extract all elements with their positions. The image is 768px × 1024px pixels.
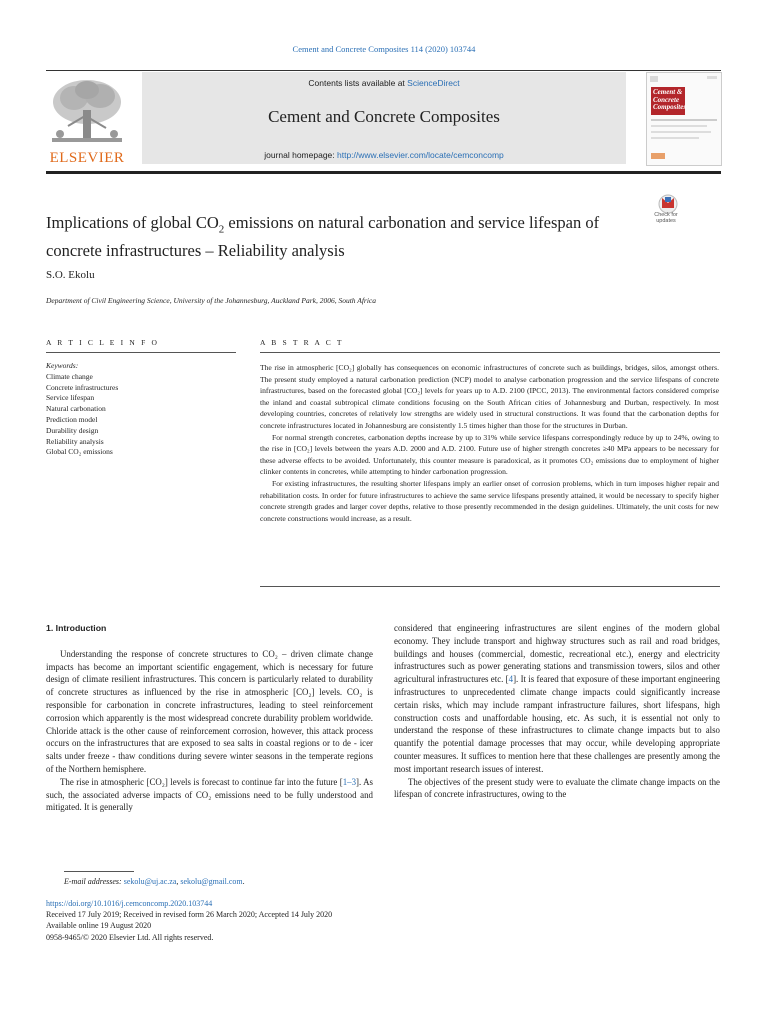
- keyword-item: Durability design: [46, 425, 99, 435]
- header-thick-rule: [46, 171, 721, 174]
- doi-link[interactable]: https://doi.org/10.1016/j.cemconcomp.2020.103744: [46, 899, 213, 908]
- contents-prefix: Contents lists available at: [308, 78, 408, 88]
- cover-title-line-1: Cement &: [653, 88, 683, 96]
- body-column-left: [46, 622, 373, 814]
- abstract-paragraph: For normal strength concretes, carbonation depths increase by up to 31% while service lifespans correspondingly reduce by up to 24%, owing to the rise in [CO₂] levels between the years A.D. 2000 and A.D. 2100. Future use of higher strength concretes ≥40 MPa appears to be necessary for these adverse effects to be avoided. Unfortunately, this counter measure is paradoxical, as it promotes CO₂ emissions due to employment of higher clinker contents in concretes, while attempting to hinder carbonation progression.: [260, 432, 719, 477]
- cover-title-line-2: Concrete: [653, 95, 680, 104]
- article-info-rule: [46, 352, 236, 353]
- sciencedirect-link[interactable]: ScienceDirect: [407, 78, 460, 88]
- author-name[interactable]: S.O. Ekolu: [46, 269, 95, 281]
- journal-cover-thumbnail[interactable]: [646, 72, 722, 166]
- cover-title-line-3: Composites: [653, 103, 687, 111]
- publisher-name: ELSEVIER: [49, 150, 125, 166]
- email-separator: ,: [176, 877, 181, 886]
- copyright: 0958-9465/© 2020 Elsevier Ltd. All rights reserved.: [46, 932, 214, 942]
- journal-citation[interactable]: Cement and Concrete Composites 114 (2020) 103744: [292, 44, 476, 54]
- journal-name: Cement and Concrete Composites: [268, 107, 500, 126]
- keyword-item: Prediction model: [46, 414, 98, 424]
- author-affiliation: Department of Civil Engineering Science, University of the Johannesburg, Auckland Park, 2006, South Africa: [46, 296, 377, 305]
- abstract-end-rule: [260, 586, 720, 587]
- abstract-heading: A B S T R A C T: [260, 338, 344, 347]
- homepage-link[interactable]: http://www.elsevier.com/locate/cemconcomp: [337, 150, 504, 160]
- received-dates: Received 17 July 2019; Received in revised form 26 March 2020; Accepted 14 July 2020: [46, 910, 333, 920]
- homepage-line: [142, 150, 626, 160]
- body-paragraph: [46, 776, 373, 814]
- keyword-item: Reliability analysis: [46, 436, 104, 446]
- reference-link[interactable]: 1–3: [342, 776, 357, 787]
- footnote-email: [64, 877, 245, 886]
- body-paragraph: [394, 622, 720, 776]
- keyword-item: Service lifespan: [46, 393, 95, 403]
- contents-line: [142, 78, 626, 88]
- body-text: ]. As such, the associated adverse impacts of CO₂ emissions need to be fully understood and mitigated. It is generally: [46, 776, 373, 813]
- email-end: .: [242, 877, 245, 886]
- keyword-item: Climate change: [46, 371, 93, 381]
- keyword-item: Natural carbonation: [46, 404, 106, 414]
- title-part-1: Implications of global CO: [46, 213, 219, 232]
- crossmark-icon: [648, 194, 688, 214]
- keyword-item: Global CO₂ emissions: [46, 447, 113, 457]
- email-label: E-mail addresses:: [64, 877, 124, 886]
- title-part-2: emissions on natural carbonation and service lifespan of concrete infrastructures – Reliability analysis: [46, 213, 600, 261]
- cover-image-icon: [647, 73, 721, 165]
- header-rule: [46, 70, 721, 71]
- crossmark-label: Check for updates: [654, 212, 678, 224]
- body-text: ]. It is feared that exposure of these important engineering infrastructures to unprecedented climate change impacts could significantly increase certain risks, which may include rampant infrastructure failures, short lifespans, high construction costs and unaffordable housing, etc. As such, it is essential not only to understand the response of these infrastructures to climate change impacts but to also quantify the potential damage processes that may occur, while developing appropriate counter measures. It suffices to mention here that these challenges are presently among the most important research issues of interest.: [394, 674, 720, 774]
- body-text: The rise in atmospheric [CO₂] levels is forecast to continue far into the future [: [60, 776, 343, 787]
- abstract-body: [260, 362, 719, 524]
- keywords-label: Keywords:: [46, 361, 79, 370]
- section-heading-introduction: 1. Introduction: [46, 623, 107, 633]
- available-online: Available online 19 August 2020: [46, 921, 152, 931]
- reference-link[interactable]: 4: [508, 674, 514, 685]
- email-link-1[interactable]: sekolu@uj.ac.za: [123, 877, 177, 886]
- abstract-paragraph: The rise in atmospheric [CO₂] globally has consequences on economic infrastructures of concrete such as buildings, bridges, silos, amongst others. The present study employed a natural carbonation prediction (NCP) model to analyse carbonation progression and the service lifespans of concrete infrastructures, based on the forecasted global [CO₂] levels for years up to A.D. 2100 (IPCC, 2013). The environmental factors considered comprise the inland and coastal subtropical climate conditions focusing on the South African cities of Johannesburg and Durban, respectively. In most developing countries, concretes of relatively low strengths are widely used in structural constructions. It was found that the carbonation depths for concrete infrastructures located in Johannesburg are consistently 1.5 times higher than those for the structures in Durban.: [260, 363, 719, 430]
- body-column-right: [394, 622, 720, 801]
- elsevier-tree-icon: [46, 76, 128, 148]
- email-link-2[interactable]: sekolu@gmail.com: [180, 877, 243, 886]
- publication-info: [46, 898, 546, 943]
- abstract-paragraph: For existing infrastructures, the resulting shorter lifespans imply an earlier onset of corrosion problems, which in turn imposes higher repair and rehabilitation costs. In order for future infrastructures to achieve the same service lifespans presently attained, it would be necessary to specify higher concrete strength grades and larger cover depths, relative to those presently recommended in the design guidelines. Ultimately, the unit costs for new concrete constructions would increase, as a result.: [260, 478, 719, 523]
- article-title: [46, 212, 646, 262]
- body-paragraph: The objectives of the present study were to evaluate the climate change impacts on the lifespan of concrete infrastructures, owing to the: [394, 776, 720, 800]
- keyword-item: Concrete infrastructures: [46, 382, 119, 392]
- cover-title: [653, 89, 686, 112]
- keywords-list: [46, 361, 246, 458]
- footnote-rule: [64, 871, 134, 872]
- article-info-heading: A R T I C L E I N F O: [46, 338, 160, 347]
- title-subscript: 2: [218, 223, 225, 236]
- homepage-prefix: journal homepage:: [264, 150, 337, 160]
- abstract-rule: [260, 352, 720, 353]
- body-text: considered that engineering infrastructures are silent engines of the modern global economy. They include transport and highway structures such as rail and road bridges, buildings and houses (commercial, domestic, recreational etc.), energy and electricity infrastructures such as power generating stations and transmission towers, silos and other agricultural infrastructures etc. [: [394, 623, 720, 685]
- body-paragraph: Understanding the response of concrete structures to CO₂ – driven climate change impacts has become an important scientific engagement, which is necessary for future design of climate resilient infrastructures. This concern is particularly related to durability of concrete structures as influenced by the rise in atmospheric [CO₂] levels. CO₂ is responsible for carbonation in concrete infrastructures, leading to steel reinforcement corrosion which apparently is the most widespread concrete durability problem worldwide. Chloride attack is the other cause of reinforcement corrosion, however, this attack process occurs on the infrastructures that are exposed to sea salts in coastal regions or to de - icer salts under freeze - thaw conditions during severe winter seasons in the temperate regions of the Northern hemisphere.: [46, 648, 373, 774]
